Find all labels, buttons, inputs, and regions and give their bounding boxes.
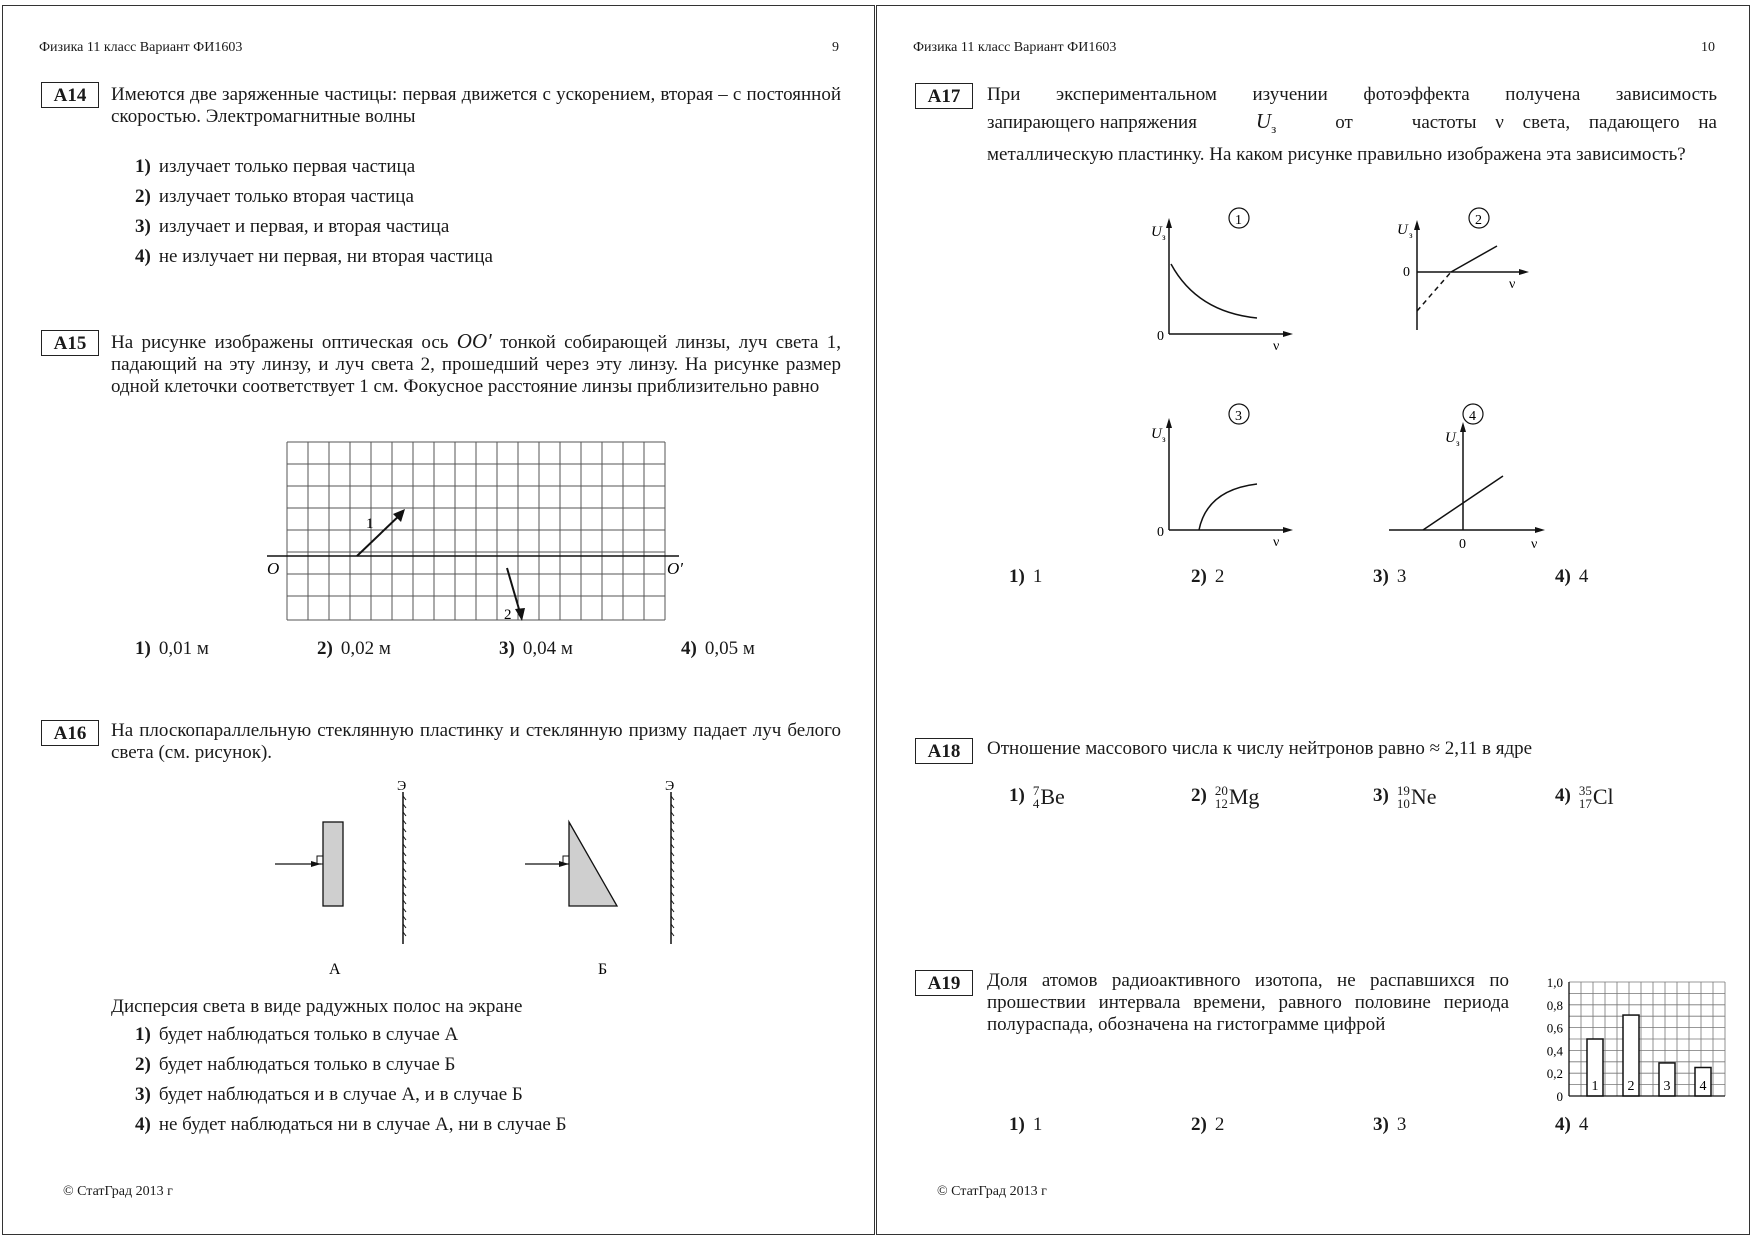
svg-text:з: з: [1162, 434, 1166, 444]
svg-text:з: з: [1456, 438, 1460, 448]
question-label-a17: A17: [915, 83, 973, 109]
graph-4-num: 4: [1469, 409, 1476, 424]
footer-copyright: © СтатГрад 2013 г: [63, 1184, 173, 1199]
histogram-tick-label: 0,2: [1546, 1066, 1563, 1082]
caption-b: Б: [598, 961, 608, 978]
svg-text:U: U: [1151, 426, 1162, 442]
question-label-a18: A18: [915, 738, 973, 764]
graph-3-curve: [1199, 484, 1257, 530]
option-a15-3[interactable]: 3) 0,04 м: [499, 638, 573, 659]
ray-2-arrowhead: [515, 608, 525, 621]
glass-plate: [323, 822, 343, 906]
option-a19-1[interactable]: 1) 1: [1009, 1114, 1043, 1135]
svg-text:0: 0: [1157, 525, 1164, 540]
option-a17-3[interactable]: 3) 3: [1373, 566, 1407, 587]
axis-label-left: O: [267, 559, 280, 578]
svg-text:0: 0: [1157, 329, 1164, 344]
svg-text:U: U: [1151, 224, 1162, 240]
screen-a-label: Э: [397, 779, 407, 794]
footer-copyright: © СтатГрад 2013 г: [937, 1184, 1047, 1199]
question-text-a15: На рисунке изображены оптическая ось OO′ тонкой собирающей линзы, луч света 1, падающий на эту линзу, и луч света 2, прошедший через эту линзу. На рисунке размер одной клеточки соответствует 1 см. Фокусное расстояние линзы приблизительно равно: [111, 329, 841, 397]
ray-1: [357, 512, 403, 556]
svg-text:0: 0: [1403, 265, 1410, 280]
graph-2-line: [1451, 246, 1497, 272]
graph-2-num: 2: [1475, 213, 1482, 228]
histogram-tick-label: 0,4: [1546, 1043, 1563, 1059]
page-number: 9: [832, 40, 839, 55]
lens-grid-figure: [263, 436, 683, 626]
option-a15-2[interactable]: 2) 0,02 м: [317, 638, 391, 659]
option-a18-1[interactable]: 1) 7 4 Be: [1009, 783, 1065, 811]
glass-prism: [569, 822, 617, 906]
ray-2-label: 2: [504, 607, 512, 623]
graph-1-curve: [1171, 264, 1257, 318]
page-header-title: Физика 11 класс Вариант ФИ1603: [39, 40, 243, 55]
option-a15-4[interactable]: 4) 0,05 м: [681, 638, 755, 659]
option-a16-2[interactable]: 2) будет наблюдаться только в случае Б: [135, 1054, 456, 1075]
option-a16-4[interactable]: 4) не будет наблюдаться ни в случае А, ни в случае Б: [135, 1114, 567, 1135]
option-a19-2[interactable]: 2) 2: [1191, 1114, 1225, 1135]
option-a18-3[interactable]: 3) 19 10 Ne: [1373, 783, 1437, 811]
histogram-ticks: [1547, 975, 1564, 1102]
question-label-a14: A14: [41, 82, 99, 108]
option-a14-3[interactable]: 3) излучает и первая, и вторая частица: [135, 216, 450, 237]
graph-2: [1387, 202, 1537, 352]
svg-text:ν: ν: [1273, 535, 1280, 548]
graph-1-num: 1: [1235, 213, 1242, 228]
screen-b-label: Э: [665, 779, 675, 794]
ray-1-label: 1: [366, 516, 374, 532]
question-text-a18: Отношение массового числа к числу нейтронов равно ≈ 2,11 в ядре: [987, 738, 1533, 759]
page-right: [876, 5, 1750, 1235]
svg-text:ν: ν: [1531, 537, 1538, 548]
option-a19-3[interactable]: 3) 3: [1373, 1114, 1407, 1135]
option-a14-4[interactable]: 4) не излучает ни первая, ни вторая частица: [135, 246, 493, 267]
graph-1: [1147, 202, 1297, 352]
svg-text:з: з: [1409, 230, 1413, 240]
histogram-bar-label: 4: [1699, 1079, 1707, 1094]
caption-a: А: [329, 961, 341, 978]
option-a17-4[interactable]: 4) 4: [1555, 566, 1589, 587]
question-text-a17-line1: При экспериментальном изучении фотоэффекта получена зависимость: [987, 84, 1717, 105]
histogram-tick-label: 0,6: [1546, 1020, 1563, 1036]
option-a18-2[interactable]: 2) 20 12 Mg: [1191, 783, 1260, 811]
option-a16-1[interactable]: 1) будет наблюдаться только в случае А: [135, 1024, 459, 1045]
graph-3-num: 3: [1235, 409, 1242, 424]
option-a19-4[interactable]: 4) 4: [1555, 1114, 1589, 1135]
page-header-title: Физика 11 класс Вариант ФИ1603: [913, 40, 1117, 55]
dispersion-figure: [263, 776, 703, 986]
svg-text:U: U: [1397, 222, 1408, 238]
histogram-bar-label: 3: [1663, 1079, 1671, 1094]
grid-lines: [287, 442, 665, 620]
svg-text:0: 0: [1459, 537, 1466, 548]
histogram-bar-label: 1: [1591, 1079, 1599, 1094]
svg-text:U: U: [1445, 430, 1456, 446]
histogram-tick-label: 0: [1556, 1089, 1563, 1102]
page-left: [2, 5, 875, 1235]
question-label-a16: A16: [41, 720, 99, 746]
option-a14-1[interactable]: 1) излучает только первая частица: [135, 156, 416, 177]
histogram-bar-label: 2: [1627, 1079, 1635, 1094]
page-number: 10: [1701, 40, 1715, 55]
axis-name: OO′: [456, 329, 492, 353]
svg-text:з: з: [1162, 232, 1166, 242]
question-text-a17-line3: металлическую пластинку. На каком рисунке правильно изображена эта зависимость?: [987, 144, 1686, 165]
graph-3: [1147, 398, 1297, 548]
option-a17-2[interactable]: 2) 2: [1191, 566, 1225, 587]
svg-text:ν: ν: [1273, 339, 1280, 352]
question-text-a17-line2: запирающего напряжения $U_з$ от частоты ν света, падающего на: [987, 109, 1717, 136]
question-label-a15: A15: [41, 330, 99, 356]
question-text-a14: Имеются две заряженные частицы: первая движется с ускорением, вторая – с постоянной скоростью. Электромагнитные волны: [111, 84, 841, 127]
graph-2-extrapolation: [1417, 272, 1451, 311]
question-label-a19: A19: [915, 970, 973, 996]
option-a18-4[interactable]: 4) 35 17 Cl: [1555, 783, 1614, 811]
histogram-tick-label: 0,8: [1546, 997, 1563, 1013]
graph-4: [1377, 398, 1557, 548]
question-text-a19: Доля атомов радиоактивного изотопа, не распавшихся по прошествии интервала времени, равного половине периода полураспада, обозначена на гистограмме цифрой: [987, 970, 1509, 1035]
option-a14-2[interactable]: 2) излучает только вторая частица: [135, 186, 414, 207]
histogram-tick-label: 1,0: [1546, 975, 1563, 990]
question-text-a16: На плоскопараллельную стеклянную пластинку и стеклянную призму падает луч белого света (см. рисунок).: [111, 720, 841, 763]
svg-text:ν: ν: [1509, 277, 1516, 292]
axis-label-right: O′: [667, 559, 683, 578]
question-subtext-a16: Дисперсия света в виде радужных полос на экране: [111, 996, 523, 1017]
histogram: [1517, 972, 1737, 1102]
option-a15-1[interactable]: 1) 0,01 м: [135, 638, 209, 659]
option-a16-3[interactable]: 3) будет наблюдаться и в случае А, и в случае Б: [135, 1084, 523, 1105]
option-a17-1[interactable]: 1) 1: [1009, 566, 1043, 587]
